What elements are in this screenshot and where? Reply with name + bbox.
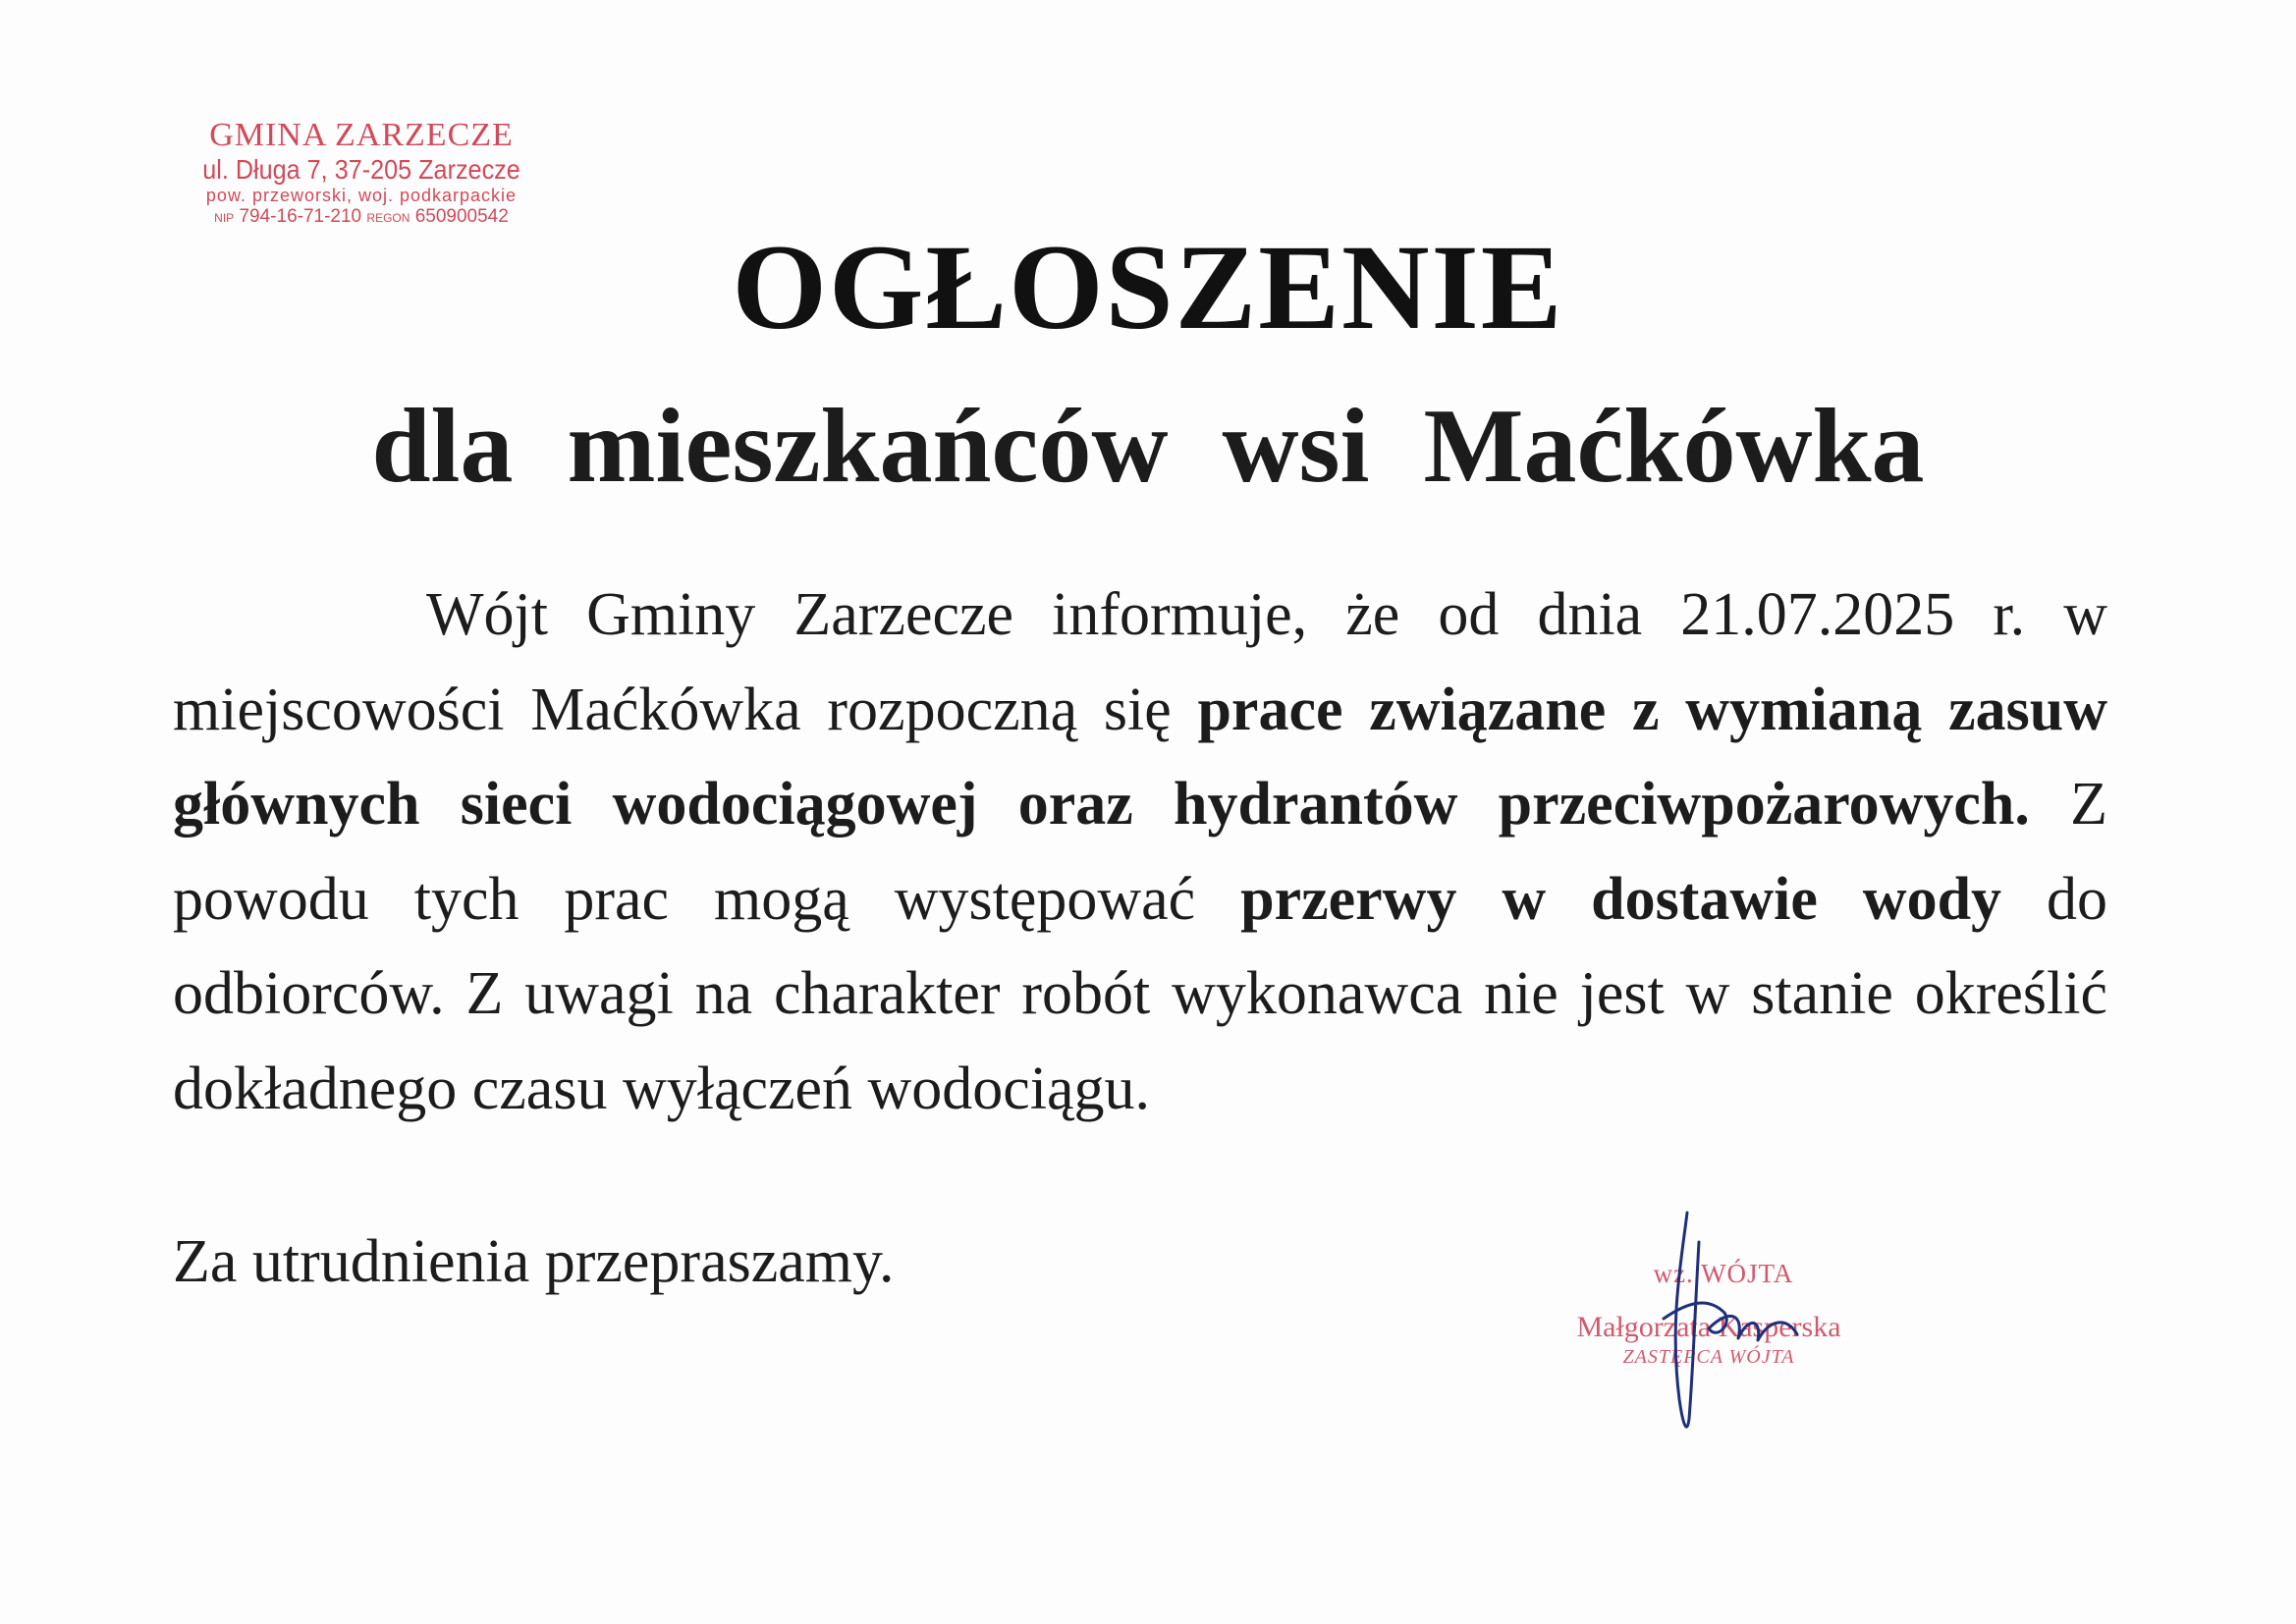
announcement-subtitle: dla mieszkańców wsi Maćkówka [371, 388, 1925, 505]
announcement-title: OGŁOSZENIE [732, 220, 1564, 354]
announcement-body [173, 568, 2107, 1136]
body-bold-1: prace związane z wymianą zasuw głównych sieci wodociągowej oraz hydrantów przeciwpożarowych. [173, 676, 2107, 838]
closing-line: Za utrudnienia przepraszamy. [173, 1228, 895, 1295]
body-text-2: Z powodu tych prac mogą występować [173, 771, 2108, 933]
stamp-address: ul. Długa 7, 37-205 Zarzecze [202, 154, 520, 186]
stamp-regon-value: 650900542 [414, 205, 509, 227]
body-text-1: Wójt Gminy Zarzecze informuje, że od dnia 21.07.2025 r. w miejscowości Maćkówka rozpoczną się [173, 581, 2107, 743]
signature-role: wz. WÓJTA [1653, 1259, 1794, 1288]
body-bold-2: przerwy w dostawie wody [1240, 865, 2002, 933]
stamp-nip-value: 794-16-71-210 [239, 205, 362, 227]
body-text-3: do odbiorców. Z uwagi na charakter robót wykonawca nie jest w stanie określić dokładnego czasu wyłączeń wodociągu. [173, 865, 2108, 1122]
handwritten-signature-icon [1630, 1203, 1827, 1438]
municipality-stamp [165, 116, 558, 228]
signature-title: ZASTĘPCA WÓJTA [1622, 1346, 1795, 1368]
stamp-name: GMINA ZARZECZE [209, 117, 514, 153]
stamp-nip-label: NIP [214, 210, 235, 225]
stamp-regon-label: REGON [366, 210, 410, 225]
stamp-region: pow. przeworski, woj. podkarpackie [205, 186, 518, 206]
signature-name: Małgorzata Kasperska [1576, 1311, 1841, 1343]
